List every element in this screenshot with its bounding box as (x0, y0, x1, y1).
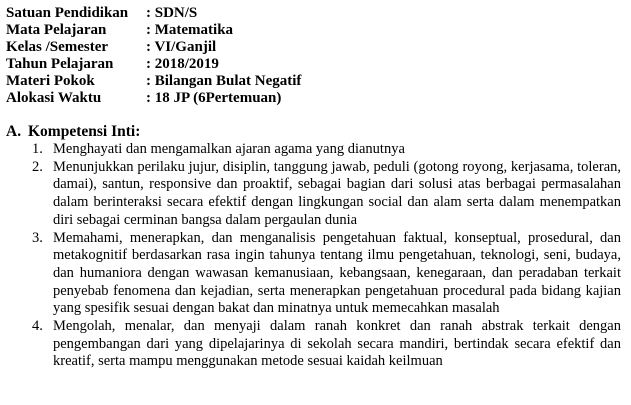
section-title: Kompetensi Inti: (28, 123, 141, 140)
list-item-number: 1. (32, 141, 43, 157)
info-row-mata-pelajaran (6, 22, 301, 39)
list-item-text: Mengolah, menalar, dan menyaji dalam ranah konkret dan ranah abstrak terkait dengan pengembangan dari yang dipelajarinya di sekolah secara mandiri, bertindak secara efektif dan kreatif, serta mampu menggunakan metode sesuai kaidah keilmuan (53, 318, 621, 370)
list-item (32, 318, 621, 371)
list-item-text: Menghayati dan mengamalkan ajaran agama yang dianutnya (53, 141, 405, 157)
list-item-number: 3. (32, 229, 43, 246)
section-letter: A. (6, 123, 22, 140)
info-label: Mata Pelajaran (6, 22, 107, 38)
info-label: Tahun Pelajaran (6, 56, 114, 72)
list-item-number: 4. (32, 318, 43, 335)
info-label: Materi Pokok (6, 73, 95, 89)
list-item-text: Memahami, menerapkan, dan menganalisis pengetahuan faktual, konseptual, prosedural, dan metakognitif berdasarkan rasa ingin tahunya tentang ilmu pengetahuan, teknologi, seni, budaya, dan humaniora dengan wawasan kemanusiaan, kebangsaan, kenegaraan, dan peradaban terkait penyebab fenomena dan kejadian, serta menerapkan pengetahuan procedural pada bidang kajian yang spesifik sesuai dengan bakat dan minatnya untuk memecahkan masalah (53, 229, 621, 317)
info-row-materi-pokok (6, 73, 301, 90)
info-label: Kelas /Semester (6, 39, 109, 55)
info-row-alokasi-waktu (6, 90, 301, 107)
info-value: : Matematika (146, 22, 234, 38)
info-row-tahun-pelajaran (6, 56, 301, 73)
info-label: Satuan Pendidikan (6, 5, 129, 21)
info-value: : SDN/S (146, 5, 198, 21)
list-item-number: 2. (32, 158, 43, 175)
info-value: : 18 JP (6Pertemuan) (146, 90, 282, 106)
section-heading (6, 123, 140, 141)
list-item (32, 159, 621, 230)
info-value: : Bilangan Bulat Negatif (146, 73, 302, 89)
info-row-kelas-semester (6, 39, 301, 56)
list-item (32, 230, 621, 319)
kompetensi-inti-list (32, 141, 621, 371)
info-label: Alokasi Waktu (6, 90, 102, 106)
info-value: : VI/Ganjil (146, 39, 217, 55)
list-item (32, 141, 621, 159)
list-item-text: Menunjukkan perilaku jujur, disiplin, tanggung jawab, peduli (gotong royong, kerjasama, toleran, damai), santun, responsive dan proaktif, sebagai bagian dari solusi atas berbagai permasalahan dalam berinteraksi secara efektif dengan lingkungan social dan alam serta dalam menempatkan diri sebagai cerminan bangsa dalam pergaulan dunia (53, 158, 621, 228)
info-value: : 2018/2019 (146, 56, 219, 72)
info-row-satuan-pendidikan (6, 5, 301, 22)
document-info-table (6, 5, 301, 107)
